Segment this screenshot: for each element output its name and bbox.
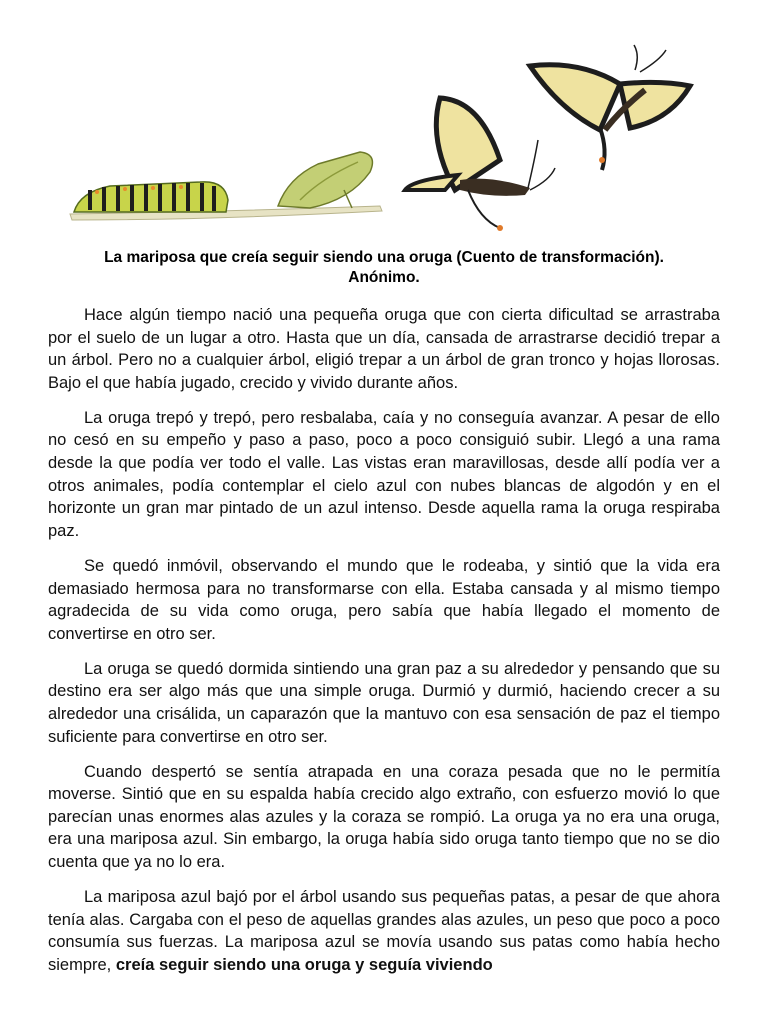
caterpillar-icon [74,182,228,212]
story-title [48,248,720,288]
paragraph-2: La oruga trepó y trepó, pero resbalaba, caía y no conseguía avanzar. A pesar de ello no cesó en su empeño y paso a paso, poco a poco consiguió subir. Llegó a una rama desde la que podía ver todo el valle. Las vistas eran maravillosas, desde allí podía ver a otros animales, podía contemplar el cielo azul con nubes blancas de algodón y en el horizonte un gran mar pintado de un azul intenso. Desde aquella rama la oruga respiraba paz. [48,408,720,540]
title-line-1: La mariposa que creía seguir siendo una oruga (Cuento de transformación). [104,249,664,266]
paragraph-5: Cuando despertó se sentía atrapada en una coraza pesada que no le permitía moverse. Sintió que en su espalda había crecido algo extraño, con esfuerzo movió lo que parecían unas enormes alas azules y la coraza se rompió. La oruga ya no era una oruga, era una mariposa azul. Sin embargo, la oruga había sido oruga tanto tiempo que no se dio cuenta que ya no lo era. [48,762,720,872]
paragraph-3: Se quedó inmóvil, observando el mundo que le rodeaba, y sintió que la vida era demasiado hermosa para no transformarse con ella. Estaba cansada y al mismo tiempo agradecida de su vida como oruga, pero sabía que había llegado el momento de convertirse en otro ser. [48,556,720,643]
metamorphosis-illustration [60,40,710,240]
chrysalis-icon [278,152,372,208]
paragraph-6 [48,886,720,976]
title-line-2: Anónimo. [348,269,420,286]
butterfly-flying-icon [530,45,690,170]
paragraph-1: Hace algún tiempo nació una pequeña oruga que con cierta dificultad se arrastraba por el suelo de un lugar a otro. Hasta que un día, cansada de arrastrarse decidió trepar a un árbol. Pero no a cualquier árbol, eligió trepar a un árbol de gran tronco y hojas llorosas. Bajo el que había jugado, crecido y vivido durante años. [48,306,720,392]
paragraph-6-bold: creía seguir siendo una oruga y seguía viviendo [115,955,493,974]
story-body [48,304,720,989]
paragraph-6-text: La mariposa azul bajó por el árbol usando sus pequeñas patas, a pesar de que ahora tenía alas. Cargaba con el peso de aquellas grandes alas azules, un peso que poco a poco consumía sus fuerzas. La mariposa azul se movía usando sus patas como había hecho siempre, [48,888,720,974]
butterfly-icon [405,98,555,231]
paragraph-4: La oruga se quedó dormida sintiendo una gran paz a su alrededor y pensando que su destino era ser algo más que una simple oruga. Durmió y durmió, haciendo crecer a su alrededor una crisálida, un caparazón que la mantuvo con esa sensación de paz el tiempo suficiente para convertirse en otro ser. [48,659,720,746]
